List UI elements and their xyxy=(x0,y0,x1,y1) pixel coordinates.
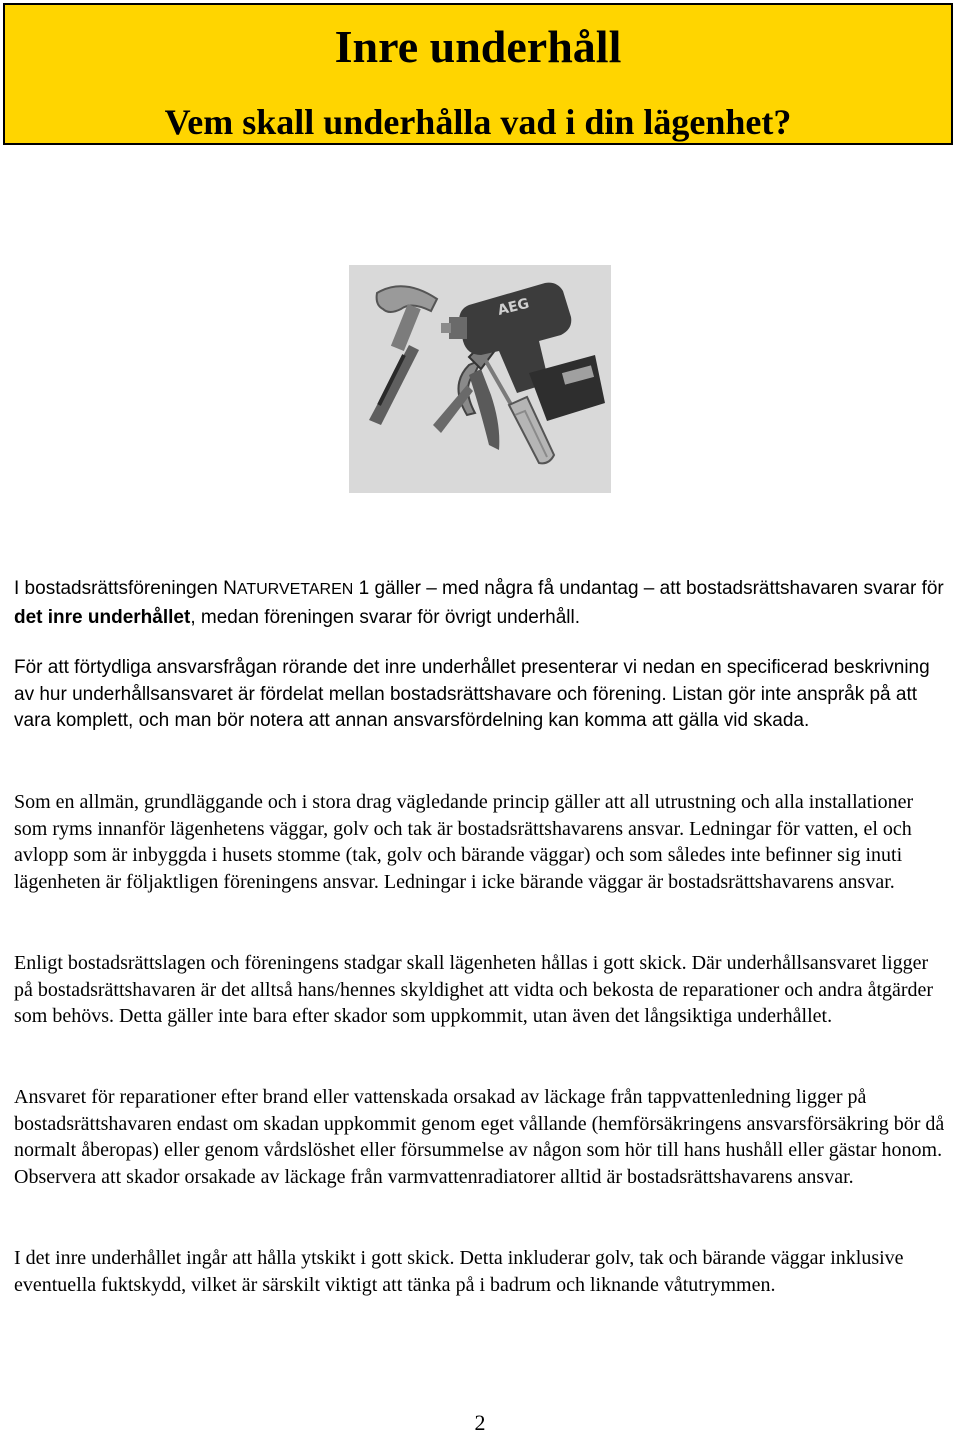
intro-text-middle: 1 gäller – med några få undantag – att bostadsrättshavaren svarar för xyxy=(353,578,944,599)
pliers-icon xyxy=(433,337,499,450)
title-banner xyxy=(3,3,953,145)
paragraph-clarification: För att förtydliga ansvarsfrågan rörande det inre underhållet presenterar vi nedan en specificerad beskrivning av hur underhållsansvaret är fördelat mellan bostadsrättshavare och förening. Listan gör inte anspråk på att vara komplett, och man bör notera att annan ansvarsfördelning kan komma att gälla vid skada. xyxy=(14,657,930,732)
tools-illustration xyxy=(349,265,611,493)
drill-brand-label: AEG xyxy=(496,295,531,319)
association-name: ATURVETAREN xyxy=(236,581,354,598)
page-title: Inre underhåll xyxy=(334,21,622,72)
paragraph-intro xyxy=(14,575,949,631)
paragraph-law: Enligt bostadsrättslagen och föreningens stadgar skall lägenheten hållas i gott skick. Där underhållsansvaret ligger på bostadsrättshavaren är det alltså hans/hennes skyldighet att vidta och bekosta de reparationer och andra åtgärder som behövs. Detta gäller inte bara efter skador som uppkommit, utan även det långsiktiga underhållet. xyxy=(14,952,934,1028)
page-number: 2 xyxy=(474,1410,486,1435)
intro-text-end: , medan föreningen svarar för övrigt underhåll. xyxy=(190,606,581,628)
intro-text-start: I bostadsrättsföreningen N xyxy=(14,578,237,599)
tools-photo xyxy=(349,265,611,493)
paragraph-principle: Som en allmän, grundläggande och i stora drag vägledande princip gäller att all utrustning och alla installationer som ryms innanför lägenhetens väggar, golv och tak är bostadsrättshavarens ansvar. Ledningar för vatten, el och avlopp som är inbyggda i husets stomme (tak, golv och bärande väggar) och som således inte befinner sig inuti lägenheten är följaktligen föreningens ansvar. Ledningar i icke bärande väggar är bostadsrättshavarens ansvar. xyxy=(14,791,914,893)
intro-bold-phrase: det inre underhållet xyxy=(14,606,191,628)
page-subtitle: Vem skall underhålla vad i din lägenhet? xyxy=(164,102,792,142)
paragraph-liability: Ansvaret för reparationer efter brand eller vattenskada orsakad av läckage från tappvattenledning ligger på bostadsrättshavaren endast om skadan uppkommit genom eget vållande (hemförsäkringens ansvarsförsäkring bör då normalt åberopas) eller genom vårdslöshet eller försummelse av någon som hör till hans hushåll eller gästar honom. Observera att skador orsakade av läckage från varmvattenradiatorer alltid är bostadsrättshavarens ansvar. xyxy=(14,1086,945,1188)
hammer-icon xyxy=(369,286,437,425)
paragraph-surfaces: I det inre underhållet ingår att hålla ytskikt i gott skick. Detta inkluderar golv, tak och bärande väggar inklusive eventuella fuktskydd, vilket är särskilt viktigt att tänka på i badrum och liknande våtutrymmen. xyxy=(14,1247,904,1296)
